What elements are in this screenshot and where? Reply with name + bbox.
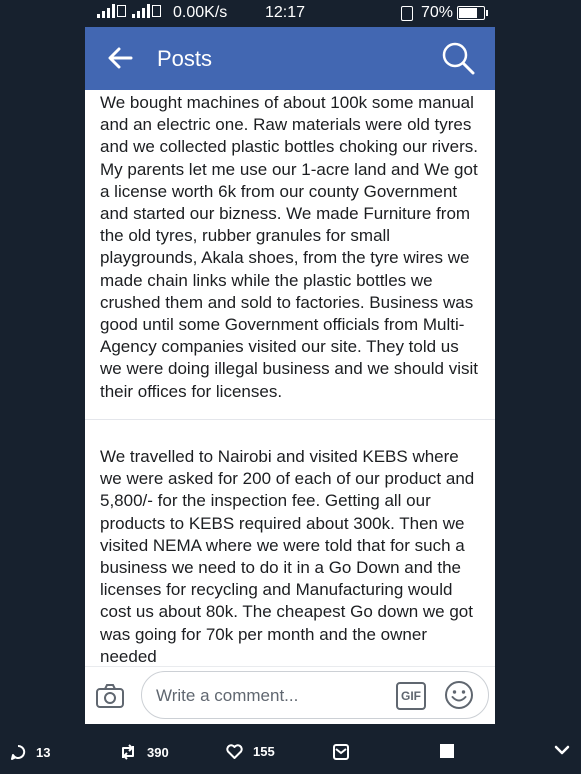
more-button[interactable] [440, 744, 464, 758]
signal-icon [97, 4, 115, 18]
retweet-count: 390 [147, 744, 169, 760]
phone-screenshot [85, 0, 495, 724]
tweet-action-bar [0, 730, 581, 774]
battery-status [401, 4, 485, 22]
emoji-icon[interactable] [444, 680, 474, 710]
page-title: Posts [157, 46, 213, 71]
signal-indicators [97, 4, 167, 18]
signal-icon [132, 4, 150, 18]
paragraph-divider [85, 419, 495, 420]
comment-input[interactable] [141, 671, 489, 719]
message-button[interactable] [333, 744, 359, 760]
gif-button[interactable]: GIF [396, 682, 426, 710]
reply-button[interactable] [10, 744, 50, 760]
post-paragraph: We travelled to Nairobi and visited KEBS where we were asked for 200 of each of our product and 5,800/- for the inspection fee. Getting all our products to KEBS required about 300k. Then we visited NEMA where we were told that for such a business we need to do it in a Go Down and the licenses for recycling and Manufacturing would cost us about 80k. The cheapest Go down we got was going for 70k per month and the owner needed [100, 447, 475, 666]
retweet-icon [119, 744, 137, 760]
clock: 12:17 [265, 4, 306, 21]
heart-icon [226, 744, 243, 759]
square-icon [440, 744, 454, 758]
back-arrow-icon[interactable] [107, 45, 133, 71]
comment-placeholder: Write a comment... [156, 686, 299, 705]
reply-icon [10, 744, 26, 760]
reply-count: 13 [36, 744, 51, 760]
sim-icon [117, 5, 126, 17]
search-icon[interactable] [441, 41, 475, 75]
chevron-down-icon [554, 744, 570, 756]
post-paragraph: We bought machines of about 100k some manual and an electric one. Raw materials were old tyres and we collected plastic bottles choking our rivers. My parents let me use our 1-acre land and We got a license worth 6k from our county Government and started our bizness. We made Furniture from the old tyres, rubber granules for small playgrounds, Akala shoes, from the tyre wires we made chain links while the plastic bottles we crushed them and sold to factories. Business was good until some Government officials from Multi-Agency companies visited our site. They told us we were doing illegal business and we should visit their offices for licenses. [100, 93, 478, 401]
network-speed: 0.00K/s [173, 4, 228, 21]
camera-icon[interactable] [95, 683, 125, 709]
battery-icon [457, 6, 485, 20]
collapse-button[interactable] [554, 744, 580, 756]
vibrate-icon [401, 6, 413, 21]
battery-percent: 70% [420, 4, 453, 21]
sim-icon [152, 5, 161, 17]
message-icon [333, 744, 349, 760]
retweet-button[interactable] [119, 744, 169, 760]
status-bar [85, 0, 495, 27]
comment-bar [85, 666, 495, 724]
app-header [85, 27, 495, 90]
post-content [85, 90, 495, 666]
like-count: 155 [253, 744, 275, 759]
like-button[interactable] [226, 744, 275, 759]
